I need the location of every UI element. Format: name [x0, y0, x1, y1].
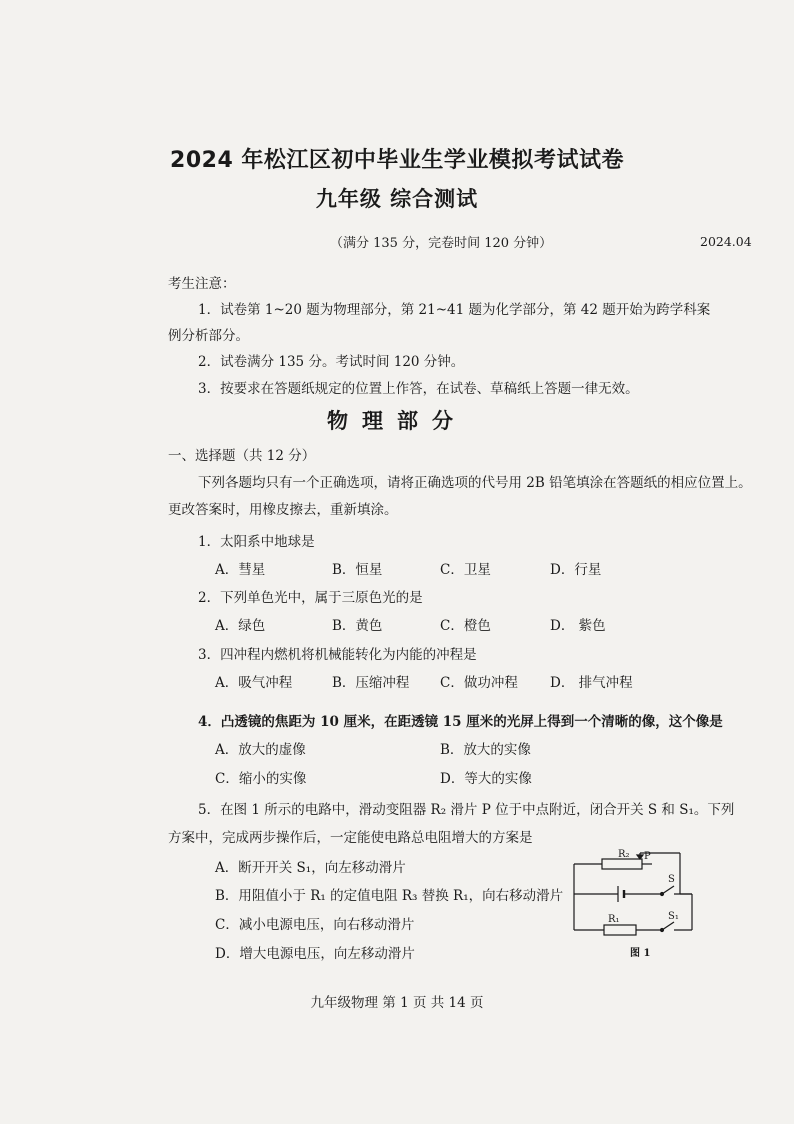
- question-4-option-d: D．等大的实像: [440, 771, 532, 787]
- question-4-option-c: C．缩小的实像: [215, 771, 307, 787]
- label-r2: R₂: [618, 849, 630, 860]
- label-s: S: [668, 874, 675, 885]
- exam-date: 2024.04: [700, 234, 752, 249]
- rheostat-r2: [602, 859, 642, 869]
- question-5-option-b: B．用阻值小于 R₁ 的定值电阻 R₃ 替换 R₁，向右移动滑片: [215, 888, 564, 904]
- question-3-option-d: D． 排气冲程: [550, 675, 633, 691]
- question-1-option-c: C．卫星: [440, 562, 491, 578]
- exam-title: 2024 年松江区初中毕业生学业模拟考试试卷: [170, 148, 624, 173]
- question-1-option-b: B．恒星: [332, 562, 383, 578]
- exam-info: （满分 135 分，完卷时间 120 分钟）: [330, 236, 553, 251]
- notice-item-3: 3．按要求在答题纸规定的位置上作答，在试卷、草稿纸上答题一律无效。: [198, 381, 639, 397]
- circuit-diagram: [568, 848, 698, 960]
- notice-item-1-line-1: 1．试卷第 1~20 题为物理部分，第 21~41 题为化学部分，第 42 题开始为跨学科案: [198, 302, 711, 318]
- question-4-option-a: A．放大的虚像: [215, 742, 306, 758]
- label-p: P: [644, 851, 651, 862]
- instruction-line-2: 更改答案时，用橡皮擦去，重新填涂。: [168, 502, 398, 518]
- question-4-stem: 4．凸透镜的焦距为 10 厘米，在距透镜 15 厘米的光屏上得到一个清晰的像，这个像是: [198, 714, 723, 730]
- switch-s1: [662, 922, 674, 930]
- section-title: 物理部分: [327, 409, 467, 433]
- question-3-option-b: B．压缩冲程: [332, 675, 410, 691]
- exam-subtitle: 九年级 综合测试: [315, 187, 479, 211]
- question-1-option-a: A．彗星: [215, 562, 266, 578]
- question-5-option-d: D．增大电源电压，向左移动滑片: [215, 946, 415, 962]
- question-5-option-a: A．断开开关 S₁，向左移动滑片: [215, 860, 406, 876]
- figure-caption: 图 1: [630, 948, 651, 959]
- question-2-option-c: C．橙色: [440, 618, 491, 634]
- question-2-stem: 2．下列单色光中，属于三原色光的是: [198, 590, 423, 606]
- part-heading: 一、选择题（共 12 分）: [168, 448, 316, 464]
- question-2-option-b: B．黄色: [332, 618, 383, 634]
- switch-s: [662, 886, 674, 894]
- question-1-option-d: D．行星: [550, 562, 602, 578]
- question-2-option-a: A．绿色: [215, 618, 266, 634]
- notice-item-2: 2．试卷满分 135 分。考试时间 120 分钟。: [198, 354, 465, 370]
- question-4-option-b: B．放大的实像: [440, 742, 531, 758]
- question-5-option-c: C．减小电源电压，向右移动滑片: [215, 917, 415, 933]
- notice-heading: 考生注意：: [168, 276, 236, 292]
- question-2-option-d: D． 紫色: [550, 618, 606, 634]
- resistor-r1: [604, 925, 636, 935]
- question-3-option-a: A．吸气冲程: [215, 675, 293, 691]
- page-footer: 九年级物理 第 1 页 共 14 页: [310, 995, 484, 1011]
- question-5-stem-line-2: 方案中，完成两步操作后，一定能使电路总电阻增大的方案是: [168, 830, 533, 846]
- notice-item-1-line-2: 例分析部分。: [168, 328, 249, 344]
- question-1-stem: 1．太阳系中地球是: [198, 534, 315, 550]
- label-s1: S₁: [668, 911, 679, 922]
- question-5-stem-line-1: 5．在图 1 所示的电路中，滑动变阻器 R₂ 滑片 P 位于中点附近，闭合开关 S 和 S₁。下列: [198, 802, 735, 818]
- question-3-stem: 3．四冲程内燃机将机械能转化为内能的冲程是: [198, 647, 477, 663]
- instruction-line-1: 下列各题均只有一个正确选项，请将正确选项的代号用 2B 铅笔填涂在答题纸的相应位置上。: [198, 475, 752, 491]
- label-r1: R₁: [608, 914, 620, 925]
- question-3-option-c: C．做功冲程: [440, 675, 518, 691]
